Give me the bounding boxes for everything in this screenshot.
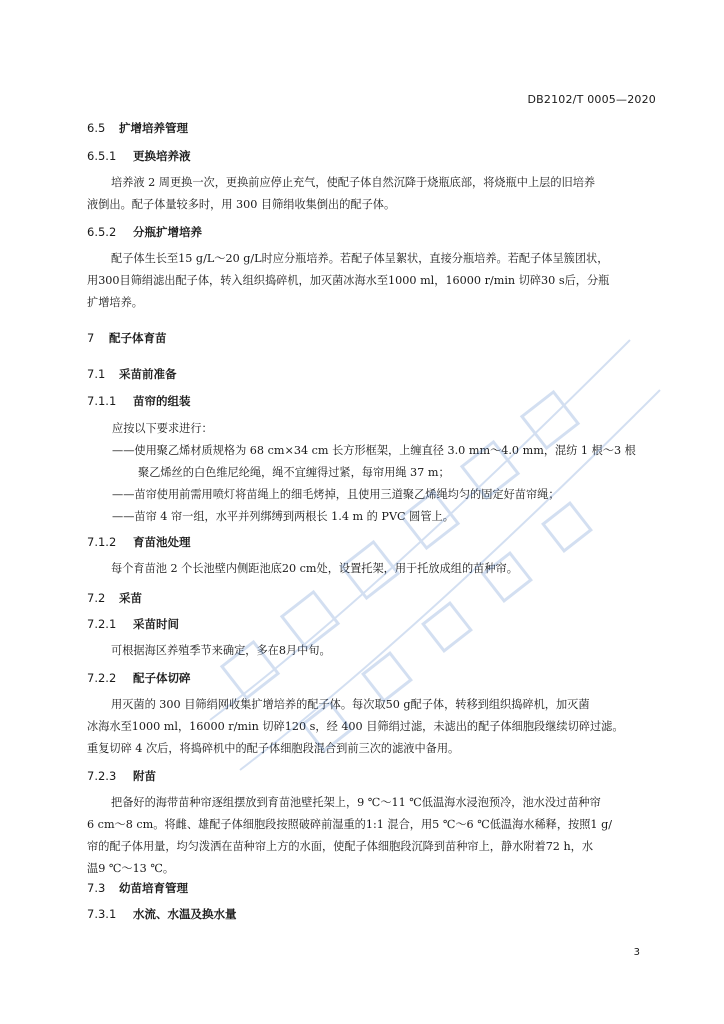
heading-title: 采苗: [119, 591, 142, 605]
heading-7-2: [87, 590, 142, 606]
heading-number: 7.1: [87, 367, 106, 381]
paragraph-line: 温9 ℃～13 ℃。: [87, 862, 175, 875]
heading-title: 采苗前准备: [119, 367, 177, 381]
heading-title: 更换培养液: [133, 149, 191, 163]
heading-6-5-2: [87, 224, 202, 240]
heading-7: [87, 330, 167, 346]
document-code: DB2102/T 0005—2020: [527, 93, 656, 106]
paragraph-line: 配子体生长至15 g/L～20 g/L时应分瓶培养。若配子体呈絮状，直接分瓶培养。若配子体呈簇团状，: [111, 252, 609, 265]
heading-number: 7.2: [87, 591, 106, 605]
list-intro: 应按以下要求进行：: [112, 422, 213, 435]
heading-title: 附苗: [133, 769, 156, 783]
paragraph-line: 每个育苗池 2 个长池壁内侧距池底20 cm处，设置托架，用于托放成组的苗种帘。: [111, 562, 518, 575]
heading-number: 7.2.2: [87, 671, 117, 685]
heading-number: 6.5.1: [87, 149, 117, 163]
heading-7-2-1: [87, 616, 179, 632]
heading-title: 分瓶扩增培养: [133, 225, 202, 239]
heading-number: 7.1.1: [87, 394, 117, 408]
heading-title: 配子体切碎: [133, 671, 191, 685]
list-item: ——苗帘使用前需用喷灯将苗绳上的细毛烤掉，且使用三道聚乙烯绳均匀的固定好苗帘绳；: [112, 488, 560, 501]
paragraph-line: 帘的配子体用量，均匀泼洒在苗种帘上方的水面，使配子体细胞段沉降到苗种帘上，静水附着72 h，水: [87, 840, 594, 853]
paragraph-line: 用灭菌的 300 目筛绢网收集扩增培养的配子体。每次取50 g配子体，转移到组织捣碎机，加灭菌: [111, 698, 590, 711]
paragraph-line: 把备好的海带苗种帘逐组摆放到育苗池壁托架上，9 ℃～11 ℃低温海水浸泡预冷，池水没过苗种帘: [111, 796, 601, 809]
heading-title: 水流、水温及换水量: [133, 907, 237, 921]
heading-7-3: [87, 880, 188, 896]
paragraph-line: 扩增培养。: [87, 296, 143, 309]
heading-title: 育苗池处理: [133, 535, 191, 549]
paragraph-line: 6 cm～8 cm。将雌、雄配子体细胞段按照破碎前湿重的1:1 混合，用5 ℃～6 ℃低温海水稀释，按照1 g/: [87, 818, 613, 831]
paragraph-line: 重复切碎 4 次后，将捣碎机中的配子体细胞段混合到前三次的滤液中备用。: [87, 742, 460, 755]
list-item: ——使用聚乙烯材质规格为 68 cm×34 cm 长方形框架，上缠直径 3.0 mm～4.0 mm，混纺 1 根～3 根: [112, 444, 636, 457]
heading-7-1: [87, 366, 177, 382]
heading-title: 幼苗培育管理: [119, 881, 188, 895]
heading-title: 配子体育苗: [109, 331, 167, 345]
heading-7-2-3: [87, 768, 156, 784]
heading-number: 6.5.2: [87, 225, 117, 239]
heading-7-2-2: [87, 670, 191, 686]
heading-number: 7.3: [87, 881, 106, 895]
heading-7-3-1: [87, 906, 237, 922]
heading-number: 7: [87, 331, 95, 345]
paragraph-line: 冰海水至1000 ml，16000 r/min 切碎120 s，经 400 目筛绢过滤，未滤出的配子体细胞段继续切碎过滤。: [87, 720, 624, 733]
heading-7-1-1: [87, 393, 191, 409]
heading-6-5: [87, 120, 188, 136]
paragraph-line: 培养液 2 周更换一次，更换前应停止充气，使配子体自然沉降于烧瓶底部，将烧瓶中上层的旧培养: [111, 176, 596, 189]
page-number: 3: [633, 947, 640, 958]
heading-title: 扩增培养管理: [119, 121, 188, 135]
paragraph-line: 液倒出。配子体量较多时，用 300 目筛绢收集倒出的配子体。: [87, 198, 396, 211]
heading-number: 7.3.1: [87, 907, 117, 921]
heading-number: 7.2.1: [87, 617, 117, 631]
heading-7-1-2: [87, 534, 191, 550]
heading-title: 苗帘的组装: [133, 394, 191, 408]
list-item-continuation: 聚乙烯丝的白色维尼纶绳，绳不宜缠得过紧，每帘用绳 37 m；: [138, 466, 450, 479]
heading-number: 7.1.2: [87, 535, 117, 549]
paragraph-line: 用300目筛绢滤出配子体，转入组织捣碎机，加灭菌冰海水至1000 ml，16000 r/min 切碎30 s后，分瓶: [87, 274, 610, 287]
paragraph-line: 可根据海区养殖季节来确定，多在8月中旬。: [111, 644, 331, 657]
heading-6-5-1: [87, 148, 191, 164]
heading-number: 7.2.3: [87, 769, 117, 783]
heading-number: 6.5: [87, 121, 106, 135]
heading-title: 采苗时间: [133, 617, 179, 631]
list-item: ——苗帘 4 帘一组，水平并列绑缚到两根长 1.4 m 的 PVC 圆管上。: [112, 510, 454, 523]
